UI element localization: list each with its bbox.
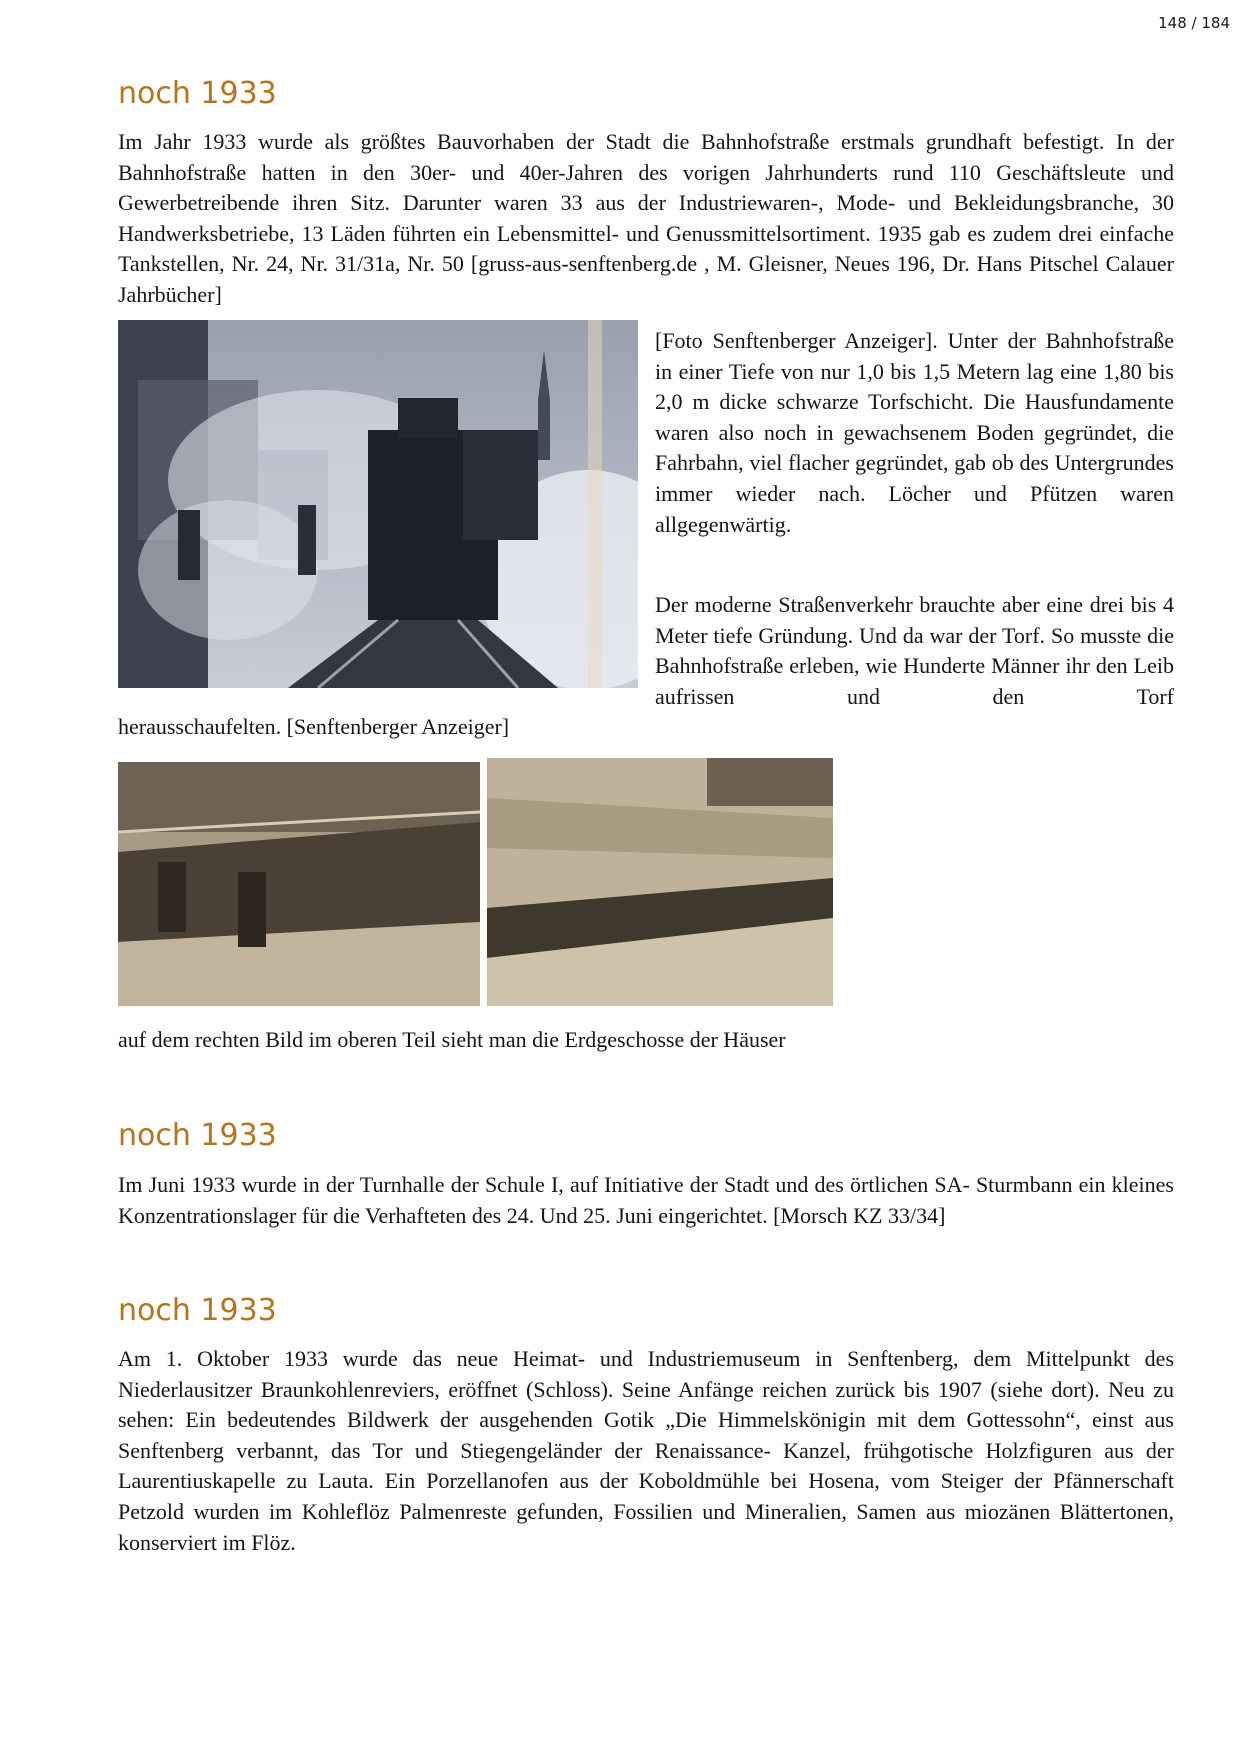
page-number: 148 / 184 [1158, 14, 1230, 32]
section-heading: noch 1933 [118, 1118, 277, 1153]
image-caption: auf dem rechten Bild im oberen Teil sieht man die Erdgeschosse der Häuser [118, 1027, 786, 1052]
section-paragraph: Im Juni 1933 wurde in der Turnhalle der Schule I, auf Initiative der Stadt und des örtlichen SA- Sturmbann ein kleines Konzentrationslager für die Verhafteten des 24. Und 25. Juni eingerichtet. [Morsch KZ 33/34] [118, 1172, 1174, 1228]
section-paragraph: Im Jahr 1933 wurde als größtes Bauvorhaben der Stadt die Bahnhofstraße erstmals grundhaft befestigt. In der Bahnhofstraße hatten in den 30er- und 40er-Jahren des vorigen Jahrhunderts rund 110 Geschäftsleute und Gewerbetreibende ihren Sitz. Darunter waren 33 aus der Industriewaren-, Mode- und Bekleidungsbranche, 30 Handwerksbetriebe, 13 Läden führten ein Lebensmittel- und Genussmittelsortiment. 1935 gab es zudem drei einfache Tankstellen, Nr. 24, Nr. 31/31a, Nr. 50 [gruss-aus-senftenberg.de , M. Gleisner, Neues 196, Dr. Hans Pitschel Calauer Jahrbücher] [118, 129, 1174, 307]
steam-locomotive-photo [118, 320, 638, 688]
section-heading: noch 1933 [118, 76, 277, 111]
street-trench-photo [487, 758, 833, 1006]
photo-side-text-2: Der moderne Straßenverkehr brauchte aber eine drei bis 4 Meter tiefe Gründung. Und da war der Torf. So musste die Bahnhofstraße erleben, wie Hunderte Männer ihr den Leib aufrissen und den Torf [655, 592, 1174, 709]
peat-excavation-workers-photo [118, 762, 480, 1006]
photo-side-text-1: [Foto Senftenberger Anzeiger]. Unter der Bahnhofstraße in einer Tiefe von nur 1,0 bis 1,5 Metern lag eine 1,80 bis 2,0 m dicke schwarze Torfschicht. Die Hausfundamente waren also noch in gewachsenem Boden gegründet, die Fahrbahn, viel flacher gegründet, gab ob des Untergrundes immer wieder nach. Löcher und Pfützen waren allgegenwärtig. [655, 328, 1174, 537]
section-paragraph: Am 1. Oktober 1933 wurde das neue Heimat- und Industriemuseum in Senftenberg, dem Mittelpunkt des Niederlausitzer Braunkohlenreviers, eröffnet (Schloss). Seine Anfänge reichen zurück bis 1907 (siehe dort). Neu zu sehen: Ein bedeutendes Bildwerk der ausgehenden Gotik „Die Himmelskönigin mit dem Gottessohn“, einst aus Senftenberg verbannt, das Tor und Stiegengeländer der Renaissance- Kanzel, frühgotische Holzfiguren aus der Laurentiuskapelle zu Lauta. Ein Porzellanofen aus der Koboldmühle bei Hosena, vom Steiger der Pfännerschaft Petzold wurden im Kohleflöz Palmenreste gefunden, Fossilien und Mineralien, Samen aus miozänen Blättertonen, konserviert im Flöz. [118, 1346, 1174, 1555]
photo-side-text-end: herausschaufelten. [Senftenberger Anzeiger] [118, 714, 510, 739]
section-heading: noch 1933 [118, 1293, 277, 1328]
